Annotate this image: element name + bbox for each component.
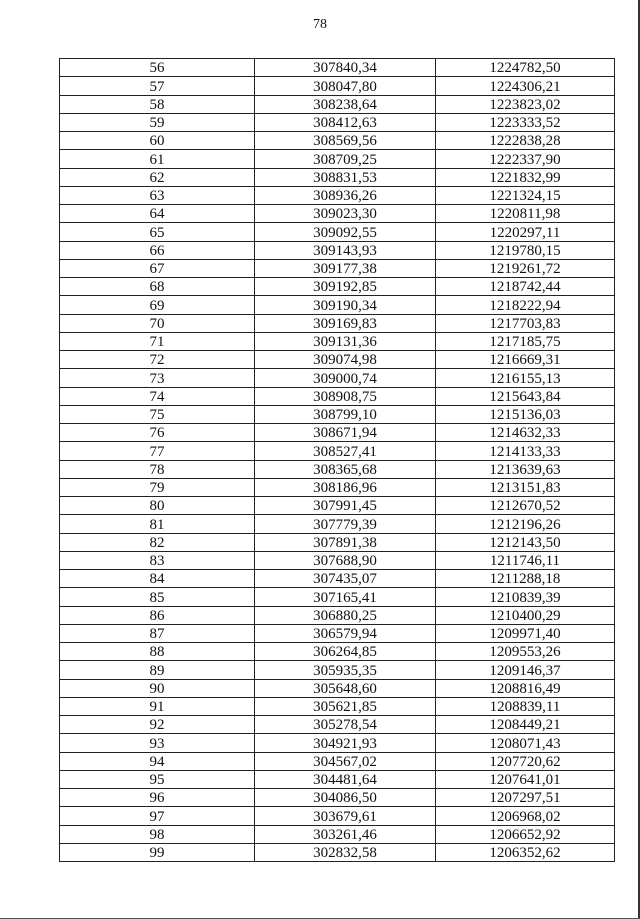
- table-row: [60, 752, 615, 770]
- point-number-cell: 67: [60, 259, 255, 277]
- table-row: [60, 643, 615, 661]
- y-coordinate-cell: 1215136,03: [436, 405, 615, 423]
- table-row: [60, 442, 615, 460]
- coordinates-table-body: [60, 59, 615, 862]
- table-row: [60, 734, 615, 752]
- x-coordinate-cell: 308527,41: [255, 442, 436, 460]
- x-coordinate-cell: 304086,50: [255, 789, 436, 807]
- table-row: [60, 825, 615, 843]
- x-coordinate-cell: 308671,94: [255, 424, 436, 442]
- table-row: [60, 296, 615, 314]
- x-coordinate-cell: 308238,64: [255, 95, 436, 113]
- y-coordinate-cell: 1221324,15: [436, 186, 615, 204]
- x-coordinate-cell: 307435,07: [255, 570, 436, 588]
- y-coordinate-cell: 1211288,18: [436, 570, 615, 588]
- point-number-cell: 68: [60, 278, 255, 296]
- table-row: [60, 259, 615, 277]
- x-coordinate-cell: 303679,61: [255, 807, 436, 825]
- table-row: [60, 807, 615, 825]
- x-coordinate-cell: 308186,96: [255, 478, 436, 496]
- x-coordinate-cell: 308936,26: [255, 186, 436, 204]
- table-row: [60, 150, 615, 168]
- y-coordinate-cell: 1218742,44: [436, 278, 615, 296]
- y-coordinate-cell: 1207297,51: [436, 789, 615, 807]
- point-number-cell: 77: [60, 442, 255, 460]
- point-number-cell: 97: [60, 807, 255, 825]
- x-coordinate-cell: 307891,38: [255, 533, 436, 551]
- table-row: [60, 497, 615, 515]
- x-coordinate-cell: 307165,41: [255, 588, 436, 606]
- table-row: [60, 59, 615, 77]
- table-row: [60, 424, 615, 442]
- table-row: [60, 369, 615, 387]
- point-number-cell: 93: [60, 734, 255, 752]
- y-coordinate-cell: 1214133,33: [436, 442, 615, 460]
- table-row: [60, 606, 615, 624]
- y-coordinate-cell: 1212670,52: [436, 497, 615, 515]
- point-number-cell: 95: [60, 770, 255, 788]
- x-coordinate-cell: 305648,60: [255, 679, 436, 697]
- y-coordinate-cell: 1219261,72: [436, 259, 615, 277]
- y-coordinate-cell: 1208839,11: [436, 697, 615, 715]
- table-row: [60, 716, 615, 734]
- point-number-cell: 79: [60, 478, 255, 496]
- table-row: [60, 770, 615, 788]
- point-number-cell: 99: [60, 843, 255, 861]
- x-coordinate-cell: 308412,63: [255, 113, 436, 131]
- y-coordinate-cell: 1208816,49: [436, 679, 615, 697]
- point-number-cell: 64: [60, 205, 255, 223]
- table-row: [60, 387, 615, 405]
- y-coordinate-cell: 1212143,50: [436, 533, 615, 551]
- y-coordinate-cell: 1210839,39: [436, 588, 615, 606]
- y-coordinate-cell: 1223823,02: [436, 95, 615, 113]
- x-coordinate-cell: 307688,90: [255, 551, 436, 569]
- y-coordinate-cell: 1212196,26: [436, 515, 615, 533]
- point-number-cell: 57: [60, 77, 255, 95]
- table-row: [60, 551, 615, 569]
- table-row: [60, 515, 615, 533]
- point-number-cell: 90: [60, 679, 255, 697]
- point-number-cell: 63: [60, 186, 255, 204]
- x-coordinate-cell: 305935,35: [255, 661, 436, 679]
- y-coordinate-cell: 1206968,02: [436, 807, 615, 825]
- x-coordinate-cell: 308908,75: [255, 387, 436, 405]
- point-number-cell: 80: [60, 497, 255, 515]
- table-row: [60, 460, 615, 478]
- y-coordinate-cell: 1217185,75: [436, 332, 615, 350]
- y-coordinate-cell: 1213639,63: [436, 460, 615, 478]
- table-row: [60, 168, 615, 186]
- point-number-cell: 96: [60, 789, 255, 807]
- point-number-cell: 83: [60, 551, 255, 569]
- table-row: [60, 624, 615, 642]
- point-number-cell: 66: [60, 241, 255, 259]
- y-coordinate-cell: 1224782,50: [436, 59, 615, 77]
- point-number-cell: 70: [60, 314, 255, 332]
- point-number-cell: 65: [60, 223, 255, 241]
- x-coordinate-cell: 304481,64: [255, 770, 436, 788]
- point-number-cell: 58: [60, 95, 255, 113]
- x-coordinate-cell: 306579,94: [255, 624, 436, 642]
- table-row: [60, 314, 615, 332]
- table-row: [60, 278, 615, 296]
- y-coordinate-cell: 1209553,26: [436, 643, 615, 661]
- table-row: [60, 77, 615, 95]
- x-coordinate-cell: 306880,25: [255, 606, 436, 624]
- table-row: [60, 789, 615, 807]
- x-coordinate-cell: 307840,34: [255, 59, 436, 77]
- x-coordinate-cell: 309190,34: [255, 296, 436, 314]
- point-number-cell: 76: [60, 424, 255, 442]
- table-row: [60, 113, 615, 131]
- y-coordinate-cell: 1211746,11: [436, 551, 615, 569]
- point-number-cell: 72: [60, 351, 255, 369]
- y-coordinate-cell: 1208071,43: [436, 734, 615, 752]
- x-coordinate-cell: 308831,53: [255, 168, 436, 186]
- point-number-cell: 71: [60, 332, 255, 350]
- x-coordinate-cell: 308799,10: [255, 405, 436, 423]
- point-number-cell: 89: [60, 661, 255, 679]
- point-number-cell: 98: [60, 825, 255, 843]
- point-number-cell: 85: [60, 588, 255, 606]
- y-coordinate-cell: 1207720,62: [436, 752, 615, 770]
- point-number-cell: 88: [60, 643, 255, 661]
- y-coordinate-cell: 1208449,21: [436, 716, 615, 734]
- y-coordinate-cell: 1207641,01: [436, 770, 615, 788]
- table-row: [60, 679, 615, 697]
- table-row: [60, 351, 615, 369]
- x-coordinate-cell: 302832,58: [255, 843, 436, 861]
- x-coordinate-cell: 309177,38: [255, 259, 436, 277]
- point-number-cell: 56: [60, 59, 255, 77]
- y-coordinate-cell: 1209146,37: [436, 661, 615, 679]
- x-coordinate-cell: 303261,46: [255, 825, 436, 843]
- table-row: [60, 205, 615, 223]
- point-number-cell: 84: [60, 570, 255, 588]
- table-row: [60, 332, 615, 350]
- x-coordinate-cell: 306264,85: [255, 643, 436, 661]
- point-number-cell: 92: [60, 716, 255, 734]
- table-row: [60, 132, 615, 150]
- y-coordinate-cell: 1206352,62: [436, 843, 615, 861]
- table-row: [60, 405, 615, 423]
- table-row: [60, 186, 615, 204]
- x-coordinate-cell: 308365,68: [255, 460, 436, 478]
- y-coordinate-cell: 1220297,11: [436, 223, 615, 241]
- y-coordinate-cell: 1223333,52: [436, 113, 615, 131]
- table-row: [60, 223, 615, 241]
- point-number-cell: 62: [60, 168, 255, 186]
- table-row: [60, 241, 615, 259]
- x-coordinate-cell: 309074,98: [255, 351, 436, 369]
- x-coordinate-cell: 308569,56: [255, 132, 436, 150]
- table-row: [60, 588, 615, 606]
- point-number-cell: 73: [60, 369, 255, 387]
- table-row: [60, 533, 615, 551]
- y-coordinate-cell: 1222838,28: [436, 132, 615, 150]
- x-coordinate-cell: 308047,80: [255, 77, 436, 95]
- y-coordinate-cell: 1216669,31: [436, 351, 615, 369]
- y-coordinate-cell: 1213151,83: [436, 478, 615, 496]
- x-coordinate-cell: 309000,74: [255, 369, 436, 387]
- point-number-cell: 78: [60, 460, 255, 478]
- table-row: [60, 570, 615, 588]
- table-row: [60, 843, 615, 861]
- x-coordinate-cell: 309023,30: [255, 205, 436, 223]
- x-coordinate-cell: 307991,45: [255, 497, 436, 515]
- x-coordinate-cell: 304567,02: [255, 752, 436, 770]
- y-coordinate-cell: 1219780,15: [436, 241, 615, 259]
- point-number-cell: 59: [60, 113, 255, 131]
- x-coordinate-cell: 309169,83: [255, 314, 436, 332]
- table-row: [60, 478, 615, 496]
- y-coordinate-cell: 1224306,21: [436, 77, 615, 95]
- y-coordinate-cell: 1216155,13: [436, 369, 615, 387]
- y-coordinate-cell: 1217703,83: [436, 314, 615, 332]
- point-number-cell: 87: [60, 624, 255, 642]
- point-number-cell: 69: [60, 296, 255, 314]
- point-number-cell: 94: [60, 752, 255, 770]
- point-number-cell: 74: [60, 387, 255, 405]
- x-coordinate-cell: 309143,93: [255, 241, 436, 259]
- point-number-cell: 91: [60, 697, 255, 715]
- point-number-cell: 86: [60, 606, 255, 624]
- y-coordinate-cell: 1210400,29: [436, 606, 615, 624]
- table-row: [60, 661, 615, 679]
- point-number-cell: 81: [60, 515, 255, 533]
- point-number-cell: 60: [60, 132, 255, 150]
- table-row: [60, 95, 615, 113]
- y-coordinate-cell: 1215643,84: [436, 387, 615, 405]
- x-coordinate-cell: 305278,54: [255, 716, 436, 734]
- x-coordinate-cell: 309192,85: [255, 278, 436, 296]
- y-coordinate-cell: 1220811,98: [436, 205, 615, 223]
- x-coordinate-cell: 309092,55: [255, 223, 436, 241]
- point-number-cell: 61: [60, 150, 255, 168]
- table-row: [60, 697, 615, 715]
- x-coordinate-cell: 305621,85: [255, 697, 436, 715]
- point-number-cell: 82: [60, 533, 255, 551]
- y-coordinate-cell: 1206652,92: [436, 825, 615, 843]
- x-coordinate-cell: 304921,93: [255, 734, 436, 752]
- coordinates-table: [59, 58, 615, 862]
- x-coordinate-cell: 307779,39: [255, 515, 436, 533]
- x-coordinate-cell: 308709,25: [255, 150, 436, 168]
- y-coordinate-cell: 1221832,99: [436, 168, 615, 186]
- y-coordinate-cell: 1222337,90: [436, 150, 615, 168]
- page-number: 78: [313, 17, 327, 32]
- y-coordinate-cell: 1209971,40: [436, 624, 615, 642]
- y-coordinate-cell: 1218222,94: [436, 296, 615, 314]
- y-coordinate-cell: 1214632,33: [436, 424, 615, 442]
- x-coordinate-cell: 309131,36: [255, 332, 436, 350]
- point-number-cell: 75: [60, 405, 255, 423]
